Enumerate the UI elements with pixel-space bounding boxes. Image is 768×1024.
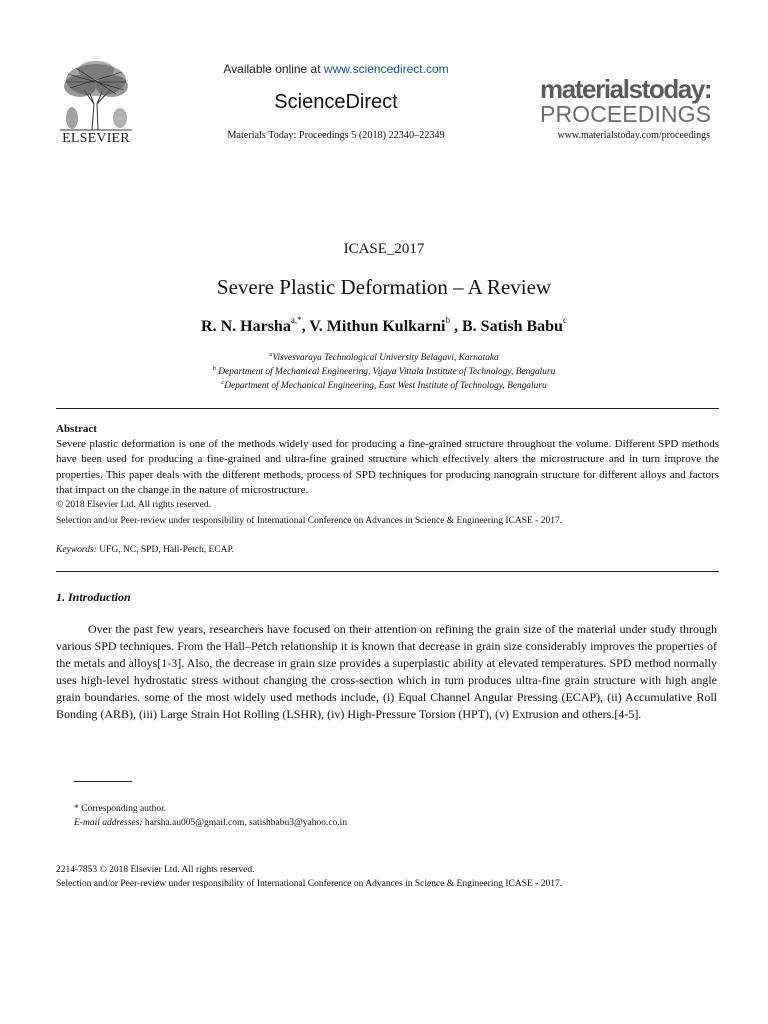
abstract-heading: Abstract [56, 423, 97, 435]
affiliation [0, 365, 768, 377]
affiliation-text: Department of Mechanical Engineering, Vijaya Vittala Institute of Technology, Bengaluru [218, 367, 556, 378]
conference-name: ICASE_2017 [343, 241, 425, 257]
journal-reference: Materials Today: Proceedings 5 (2018) 22340–22349 [227, 130, 445, 141]
affiliation-mark: a [269, 351, 273, 358]
section-heading: 1. Introduction [56, 590, 131, 604]
footer-peer-review-line: Selection and/or Peer-review under responsibility of International Conference on Advances in Science & Engineering ICASE - 2017. [56, 879, 563, 889]
introduction-paragraph: Over the past few years, researchers have focused on their attention on refining the grain size of the material under study through various SPD techniques. From the Hall–Petch relationship it is known that decrease in grain size considerably improves the properties of the metals and alloys[1-3]. Also, the decrease in grain size provides a superplastic ability at elevated temperatures. SPD method normally uses high-level hydrostatic stress without changing the cross-section which in turn produces ultra-fine grain structure with high angle grain boundaries. some of the most widely used methods include, (i) Equal Channel Angular Pressing (ECAP), (ii) Accumulative Roll Bonding (ARB), (iii) Large Strain Hot Rolling (LSHR), (iv) High-Pressure Torsion (HPT), (v) Extrusion and others.[4-5]. [56, 622, 717, 721]
publisher-name: ELSEVIER [62, 131, 130, 146]
keywords-line [56, 545, 234, 555]
copyright-line: © 2018 Elsevier Ltd. All rights reserved. [56, 500, 211, 510]
author-affiliation-mark: a,* [290, 315, 302, 325]
affiliation [0, 351, 768, 363]
materials-today-logo [540, 76, 720, 126]
email-label: E-mail addresses: [74, 818, 143, 828]
author-name: V. Mithun Kulkarni [309, 318, 446, 335]
peer-review-line: Selection and/or Peer-review under responsibility of International Conference on Advances in Science & Engineering ICASE - 2017. [56, 516, 563, 526]
author-affiliation-mark: b [445, 315, 450, 325]
affiliation-text: Department of Mechanical Engineering, East West Institute of Technology, Bengaluru [224, 381, 547, 392]
keywords-list: UFG, NC, SPD, Hall-Petch, ECAP. [96, 545, 235, 555]
availability-line [170, 62, 502, 76]
divider [56, 408, 719, 409]
corresponding-author-note: * Corresponding author. [74, 804, 167, 814]
affiliation-text: Visvesvaraya Technological University Belagavi, Karnataka [272, 353, 499, 364]
author-list: R. N. Harsha$^{a,*}$, V. Mithun Kulkarni$^b$ , B. Satish Babu$^c$ [201, 315, 567, 335]
keywords-label: Keywords: [56, 545, 97, 555]
affiliation [0, 379, 768, 391]
email-addresses [74, 818, 347, 828]
author-name: B. Satish Babu [462, 318, 563, 335]
issn-line: 2214-7853 © 2018 Elsevier Ltd. All rights reserved. [56, 865, 255, 875]
affiliation-mark: b [212, 365, 216, 372]
journal-logo-line2: PROCEEDINGS [540, 101, 712, 127]
divider [56, 571, 719, 572]
email-list[interactable]: harsha.au005@gmail.com, satishbabu3@yahoo.co.in [142, 818, 348, 828]
abstract-body: Severe plastic deformation is one of the methods widely used for producing a fine-grained structure throughout the volume. Different SPD methods have been used for producing a fine-grained and ultra-fine grained structure which effectively alters the microstructure and in turn improve the properties. This paper deals with the different methods, process of SPD techniques for producing nanograin structure for different alloys and factors that impact on the change in the nature of microstructure. [56, 438, 719, 497]
author-affiliation-mark: c [562, 315, 567, 325]
journal-logo-line1: materialstoday: [540, 74, 712, 104]
platform-name: ScienceDirect [274, 91, 398, 113]
affiliation-mark: c [221, 379, 225, 386]
paper-title: Severe Plastic Deformation – A Review [216, 275, 552, 299]
availability-prefix: Available online at [223, 62, 324, 76]
author-name: R. N. Harsha [201, 318, 291, 335]
footnote-divider [74, 781, 132, 782]
journal-url[interactable]: www.materialstoday.com/proceedings [557, 130, 710, 141]
sciencedirect-link[interactable]: www.sciencedirect.com [323, 62, 449, 76]
